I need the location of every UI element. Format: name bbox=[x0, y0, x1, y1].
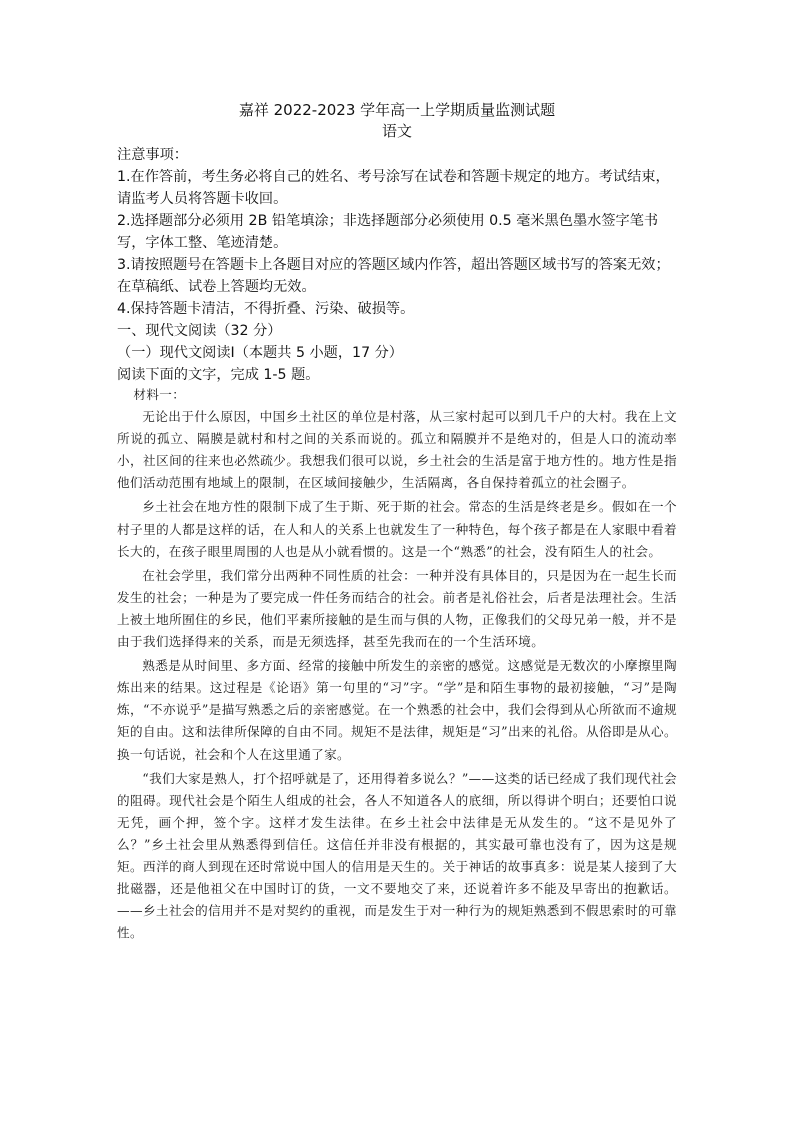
passage-paragraph-2: 乡土社会在地方性的限制下成了生于斯、死于斯的社会。常态的生活是终老是乡。假如在一个村子里的人都是这样的话，在人和人的关系上也就发生了一种特色，每个孩子都是在人家眼中看着长大的，在孩子眼里周围的人也是从小就看惯的。这是一个“熟悉”的社会，没有陌生人的社会。 bbox=[117, 499, 677, 559]
notes-item-2: 2.选择题部分必须用 2B 铅笔填涂；非选择题部分必须使用 0.5 毫米黑色墨水签字笔书写，字体工整、笔迹清楚。 bbox=[117, 213, 659, 251]
reading-passage bbox=[117, 384, 677, 946]
material-label: 材料一： bbox=[133, 387, 186, 402]
passage-paragraph-4: 熟悉是从时间里、多方面、经常的接触中所发生的亲密的感觉。这感觉是无数次的小摩擦里陶炼出来的结果。这过程是《论语》第一句里的“习”字。“学”是和陌生事物的最初接触，“习”是陶炼，“不亦说乎”是描写熟悉之后的亲密感觉。在一个熟悉的社会中，我们会得到从心所欲而不逾规矩的自由。这和法律所保障的自由不同。规矩不是法律，规矩是“习”出来的礼俗。从俗即是从心。换一句话说，社会和个人在这里通了家。 bbox=[117, 658, 677, 762]
exam-title: 嘉祥 2022-2023 学年高一上学期质量监测试题 bbox=[238, 101, 556, 119]
passage-paragraph-1: 无论出于什么原因，中国乡土社区的单位是村落，从三家村起可以到几千户的大村。我在上文所说的孤立、隔膜是就村和村之间的关系而说的。孤立和隔膜并不是绝对的，但是人口的流动率小，社区间的往来也必然疏少。我想我们很可以说，乡土社会的生活是富于地方性的。地方性是指他们活动范围有地域上的限制，在区域间接触少，生活隔离，各自保持着孤立的社会圈子。 bbox=[117, 409, 677, 491]
section-subtitle: （一）现代文阅读Ⅰ（本题共 5 小题，17 分） bbox=[117, 345, 403, 361]
passage-paragraph-3: 在社会学里，我们常分出两种不同性质的社会：一种并没有具体目的，只是因为在一起生长而发生的社会；一种是为了要完成一件任务而结合的社会。前者是礼俗社会，后者是法理社会。生活上被土地所囿住的乡民，他们平素所接触的是生而与俱的人物，正像我们的父母兄弟一般，并不是由于我们选择得来的关系，而是无须选择，甚至先我而在的一个生活环境。 bbox=[117, 567, 677, 650]
passage-paragraph-5: “我们大家是熟人，打个招呼就是了，还用得着多说么？”——这类的话已经成了我们现代社会的阻碍。现代社会是个陌生人组成的社会，各人不知道各人的底细，所以得讲个明白；还要怕口说无凭，画个押，签个字。这样才发生法律。在乡土社会中法律是无从发生的。“这不是见外了么？”乡土社会里从熟悉得到信任。这信任并非没有根据的，其实最可靠也没有了，因为这是规矩。西洋的商人到现在还时常说中国人的信用是天生的。关于神话的故事真多：说是某人接到了大批磁器，还是他祖父在中国时订的货，一文不要地交了来，还说着许多不能及早寄出的抱歉话。——乡土社会的信用并不是对契约的重视，而是发生于对一种行为的规矩熟悉到不假思索时的可靠性。 bbox=[117, 770, 677, 941]
notes-item-4: 4.保持答题卡清洁，不得折叠、污染、破损等。 bbox=[117, 301, 415, 317]
section-title: 一、现代文阅读（32 分） bbox=[117, 323, 282, 339]
notes-heading: 注意事项： bbox=[117, 147, 188, 163]
notes-item-1: 1.在作答前，考生务必将自己的姓名、考号涂写在试卷和答题卡规定的地方。考试结束，请监考人员将答题卡收回。 bbox=[117, 169, 670, 207]
instructions-block bbox=[117, 144, 677, 386]
reading-instruction: 阅读下面的文字，完成 1-5 题。 bbox=[117, 367, 320, 383]
subject-title: 语文 bbox=[381, 122, 412, 140]
notes-item-3: 3.请按照题号在答题卡上各题目对应的答题区域内作答，超出答题区域书写的答案无效；在草稿纸、试卷上答题均无效。 bbox=[117, 257, 670, 295]
